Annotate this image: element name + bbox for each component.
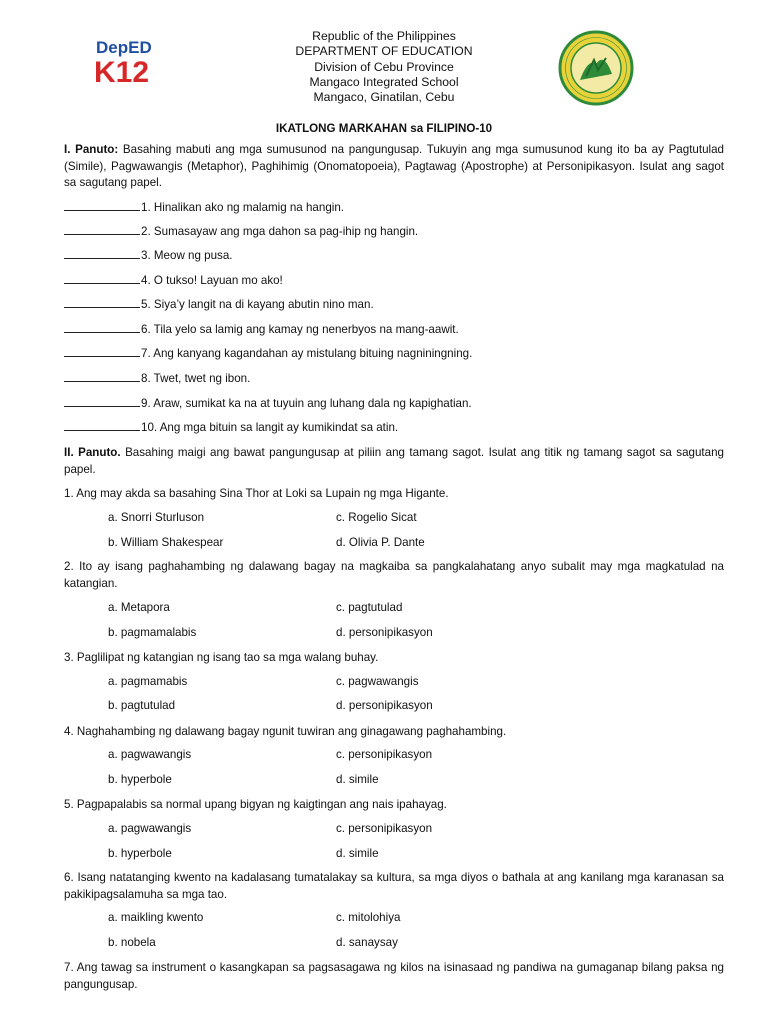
part1-item	[64, 397, 472, 410]
part1-instructions	[64, 142, 724, 192]
part1-item	[64, 225, 418, 238]
header-department: DEPARTMENT OF EDUCATION	[295, 44, 473, 59]
item-text: 2. Sumasayaw ang mga dahon sa pag-ihip ng hangin.	[141, 225, 419, 238]
part1-item	[64, 372, 250, 385]
item-text: 4. O tukso! Layuan mo ako!	[141, 274, 283, 287]
item-text: 7. Ang kanyang kagandahan ay mistulang bituing nagniningning.	[141, 347, 473, 360]
part1-item	[64, 298, 374, 311]
part1-item	[64, 274, 283, 287]
header-school: Mangaco Integrated School	[309, 74, 459, 89]
item-text: 10. Ang mga bituin sa langit ay kumikindat sa atin.	[141, 421, 399, 434]
exam-title: IKATLONG MARKAHAN sa FILIPINO-10	[275, 122, 493, 135]
question-6: 6. Isang natatanging kwento na kadalasang tumatalakay sa kultura, sa mga diyos o bathala at ang kanilang mga karanasan sa pakikipagsalamuha sa mga tao.	[64, 871, 724, 901]
option-b[interactable]: b. nobela	[108, 936, 156, 949]
option-b[interactable]: b. hyperbole	[108, 773, 172, 786]
question-3: 3. Paglilipat ng katangian ng isang tao sa mga walang buhay.	[64, 651, 379, 664]
option-a[interactable]: a. pagwawangis	[108, 748, 192, 761]
answer-blank[interactable]	[64, 274, 140, 284]
part1-item	[64, 201, 344, 214]
answer-blank[interactable]	[64, 201, 140, 211]
item-text: 6. Tila yelo sa lamig ang kamay ng nenerbyos na mang-aawit.	[141, 323, 459, 336]
option-c[interactable]: c. pagtutulad	[336, 601, 403, 614]
item-text: 1. Hinalikan ako ng malamig na hangin.	[141, 201, 345, 214]
option-a[interactable]: a. pagmamabis	[108, 675, 188, 688]
question-7: 7. Ang tawag sa instrument o kasangkapan sa pagsasagawa ng kilos na isinasaad ng pandiwa na gumaganap bilang paksa ng pangungusap.	[64, 961, 724, 991]
option-c[interactable]: c. personipikasyon	[336, 822, 433, 835]
option-b[interactable]: b. pagtutulad	[108, 699, 176, 712]
part1-instructions-text: Basahing mabuti ang mga sumusunod na pangungusap. Tukuyin ang mga sumusunod kung ito ba ay Pagtutulad (Simile), Pagwawangis (Metaphor), Paghihimig (Onomatopoeia), Pagtawag (Apostrophe) at Personipikasyon. Isulat ang sagot sa sagutang papel.	[64, 143, 725, 189]
item-text: 8. Twet, twet ng ibon.	[141, 372, 251, 385]
question-5: 5. Pagpapalabis sa normal upang bigyan ng kaigtingan ang nais ipahayag.	[64, 798, 447, 811]
option-d[interactable]: d. simile	[336, 847, 379, 860]
option-c[interactable]: c. personipikasyon	[336, 748, 433, 761]
answer-blank[interactable]	[64, 397, 140, 407]
option-d[interactable]: d. sanaysay	[336, 936, 398, 949]
answer-blank[interactable]	[64, 249, 140, 259]
option-b[interactable]: b. hyperbole	[108, 847, 172, 860]
part1-item	[64, 421, 398, 434]
school-header	[0, 29, 768, 105]
header-division: Division of Cebu Province	[314, 59, 454, 74]
option-d[interactable]: d. simile	[336, 773, 379, 786]
part1-item	[64, 347, 472, 360]
option-a[interactable]: a. maikling kwento	[108, 911, 204, 924]
option-b[interactable]: b. William Shakespear	[108, 536, 224, 549]
answer-blank[interactable]	[64, 347, 140, 357]
question-2: 2. Ito ay isang paghahambing ng dalawang bagay na magkaiba sa pangkalahatang anyo subalit may mga magkatulad na katangian.	[64, 560, 724, 590]
option-c[interactable]: c. pagwawangis	[336, 675, 419, 688]
option-d[interactable]: d. personipikasyon	[336, 626, 433, 639]
part1-item	[64, 249, 233, 262]
part2-instructions-text: Basahing maigi ang bawat pangungusap at piliin ang tamang sagot. Isulat ang titik ng tamang sagot sa sagutang papel.	[64, 446, 724, 476]
option-b[interactable]: b. pagmamalabis	[108, 626, 197, 639]
question-1: 1. Ang may akda sa basahing Sina Thor at Loki sa Lupain ng mga Higante.	[64, 487, 449, 500]
part1-label: I. Panuto:	[64, 143, 119, 156]
answer-blank[interactable]	[64, 372, 140, 382]
header-republic: Republic of the Philippines	[312, 29, 456, 43]
option-c[interactable]: c. Rogelio Sicat	[336, 511, 417, 524]
answer-blank[interactable]	[64, 323, 140, 333]
answer-blank[interactable]	[64, 421, 140, 431]
option-d[interactable]: d. Olivia P. Dante	[336, 536, 425, 549]
part2-instructions	[64, 445, 724, 478]
option-a[interactable]: a. Snorri Sturluson	[108, 511, 205, 524]
item-text: 9. Araw, sumikat ka na at tuyuin ang luhang dala ng kapighatian.	[141, 397, 472, 410]
answer-blank[interactable]	[64, 298, 140, 308]
part2-label: II. Panuto.	[64, 446, 121, 459]
logo-text-deped: DepED	[96, 38, 152, 57]
option-a[interactable]: a. pagwawangis	[108, 822, 192, 835]
logo-text-k12: K12	[94, 56, 150, 84]
item-text: 3. Meow ng pusa.	[141, 249, 233, 262]
option-d[interactable]: d. personipikasyon	[336, 699, 433, 712]
item-text: 5. Siya’y langit na di kayang abutin nino man.	[141, 298, 374, 311]
answer-blank[interactable]	[64, 225, 140, 235]
header-address: Mangaco, Ginatilan, Cebu	[313, 90, 455, 105]
question-4: 4. Naghahambing ng dalawang bagay ngunit tuwiran ang ginagawang paghahambing.	[64, 725, 507, 738]
part1-item	[64, 323, 459, 336]
option-a[interactable]: a. Metapora	[108, 601, 170, 614]
option-c[interactable]: c. mitolohiya	[336, 911, 401, 924]
